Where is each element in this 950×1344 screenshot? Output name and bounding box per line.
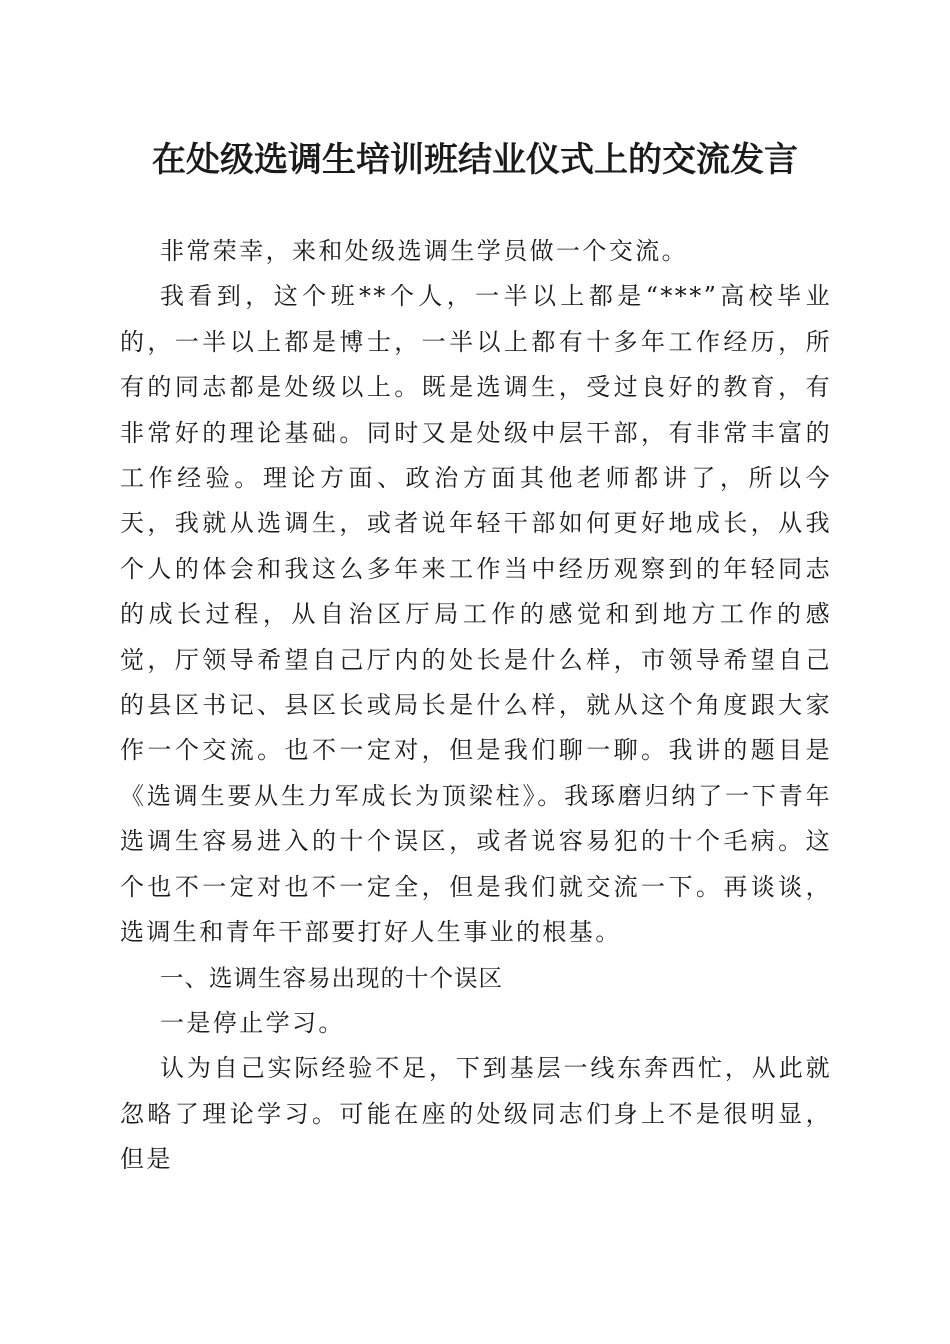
document-title: 在处级选调生培训班结业仪式上的交流发言 (152, 140, 798, 180)
subheading: 一是停止学习。 (160, 1008, 345, 1037)
paragraph-main: 我看到，这个班**个人，一半以上都是“***”高校毕业的，一半以上都是博士，一半以上都有十多年工作经历，所有的同志都是处级以上。既是选调生，受过良好的教育，有非常好的理论基础。同时又是处级中层干部，有非常丰富的工作经验。理论方面、政治方面其他老师都讲了，所以今天，我就从选调生，或者说年轻干部如何更好地成长，从我个人的体会和我这么多年来工作当中经历观察到的年轻同志的成长过程，从自治区厅局工作的感觉和到地方工作的感觉，厅领导希望自己厅内的处长是什么样，市领导希望自己的县区书记、县区长或局长是什么样，就从这个角度跟大家作一个交流。也不一定对，但是我们聊一聊。我讲的题目是《选调生要从生力军成长为顶梁柱》。我琢磨归纳了一下青年选调生容易进入的十个误区，或者说容易犯的十个毛病。这个也不一定对也不一定全，但是我们就交流一下。再谈谈，选调生和青年干部要打好人生事业的根基。 (120, 282, 832, 947)
paragraph-intro: 非常荣幸，来和处级选调生学员做一个交流。 (160, 237, 688, 265)
section-heading: 一、选调生容易出现的十个误区 (160, 963, 503, 992)
document-body (120, 229, 832, 1183)
paragraph-section: 认为自己实际经验不足，下到基层一线东奔西忙，从此就忽略了理论学习。可能在座的处级同志们身上不是很明显，但是 (120, 1054, 832, 1174)
